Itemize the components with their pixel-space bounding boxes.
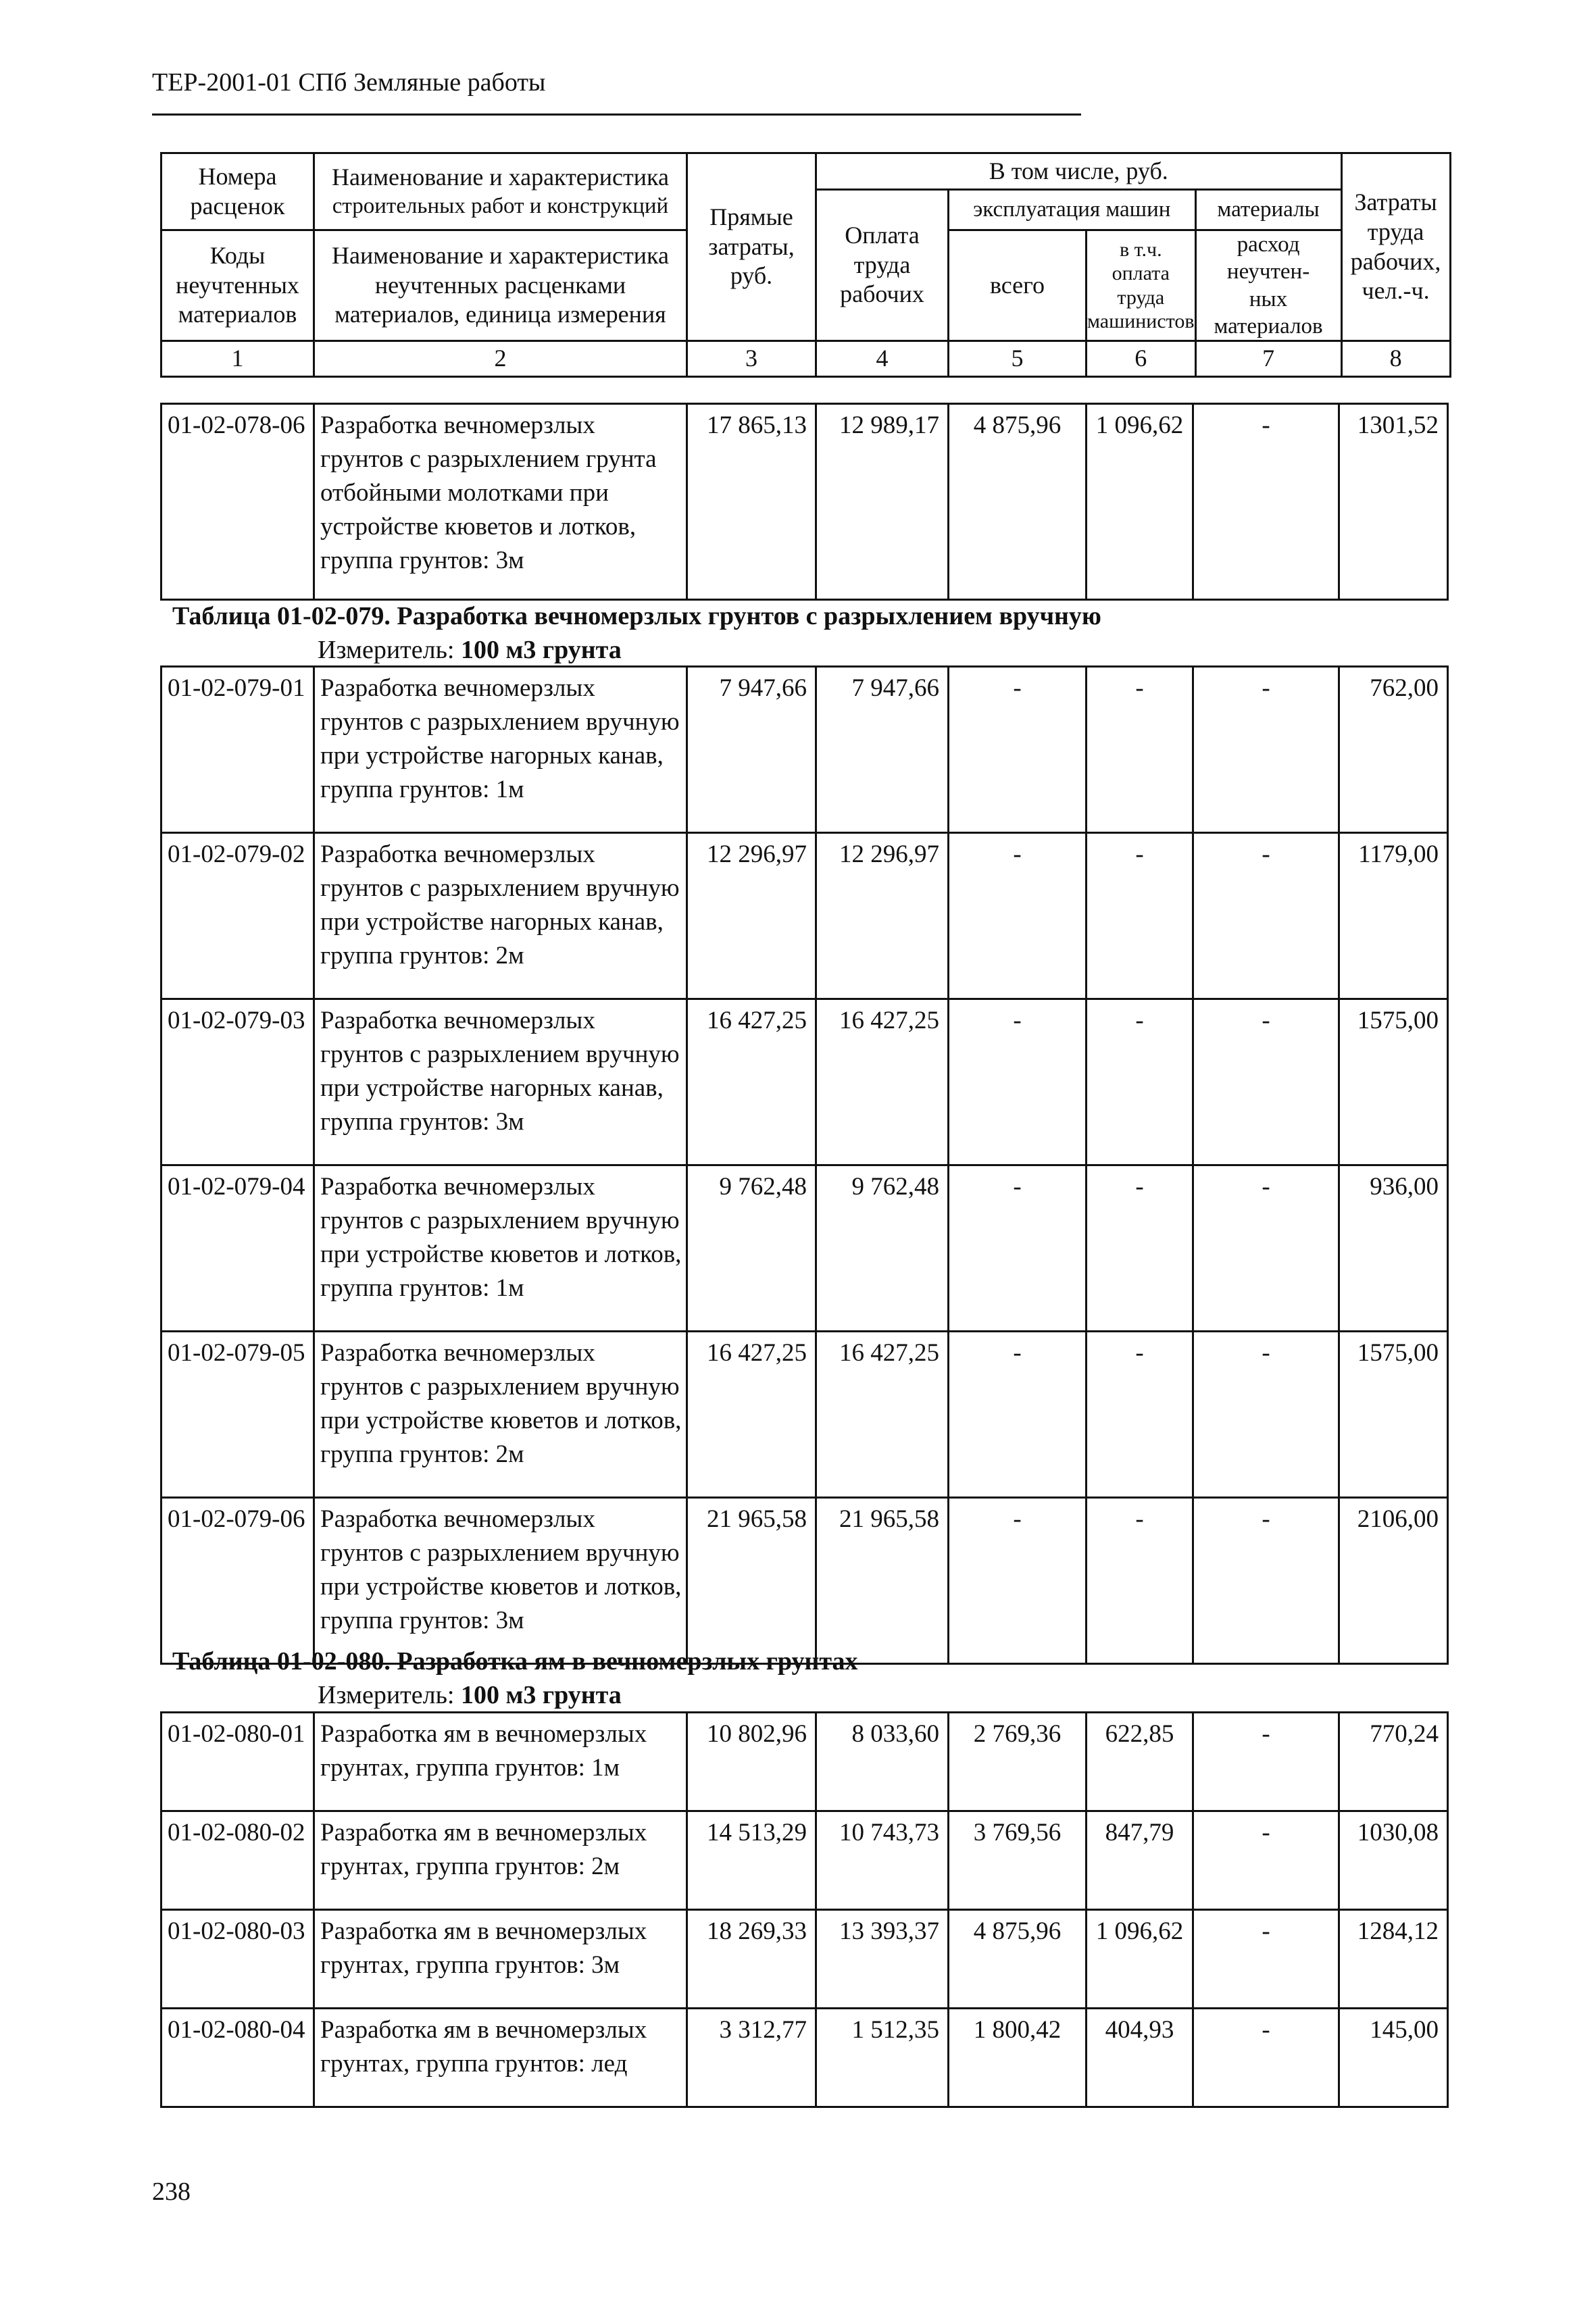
meter-value: 100 м3 грунта bbox=[461, 636, 622, 664]
labor-pay-value: 16 427,25 bbox=[816, 1332, 949, 1498]
column-number: 7 bbox=[1195, 341, 1341, 377]
labor-pay-header bbox=[816, 190, 949, 341]
work-description: Разработка вечномерзлых грунтов с разрыхлением вручную при устройстве кюветов и лотков, группа грунтов: 2м bbox=[314, 1332, 687, 1498]
machines-header: эксплуатация машин bbox=[949, 190, 1196, 230]
column-number: 6 bbox=[1087, 341, 1196, 377]
machine-operators-header bbox=[1087, 230, 1196, 341]
header-line: Оплата bbox=[845, 221, 920, 249]
labor-pay-value: 9 762,48 bbox=[816, 1165, 949, 1332]
page-title: ТЕР-2001-01 СПб Земляные работы bbox=[152, 68, 546, 97]
rate-code: 01-02-079-01 bbox=[161, 667, 314, 833]
direct-costs-value: 3 312,77 bbox=[687, 2009, 816, 2107]
labor-hours-header bbox=[1341, 153, 1450, 341]
column-number: 1 bbox=[161, 341, 314, 377]
work-name-header bbox=[314, 153, 687, 230]
meter-value: 100 м3 грунта bbox=[461, 1681, 622, 1709]
machines-total-value: 3 769,56 bbox=[949, 1811, 1087, 1910]
header-line: расход bbox=[1237, 232, 1300, 257]
labor-pay-value: 21 965,58 bbox=[816, 1498, 949, 1664]
materials-value: - bbox=[1193, 404, 1339, 600]
table-row bbox=[161, 1498, 1448, 1664]
table-079-rows bbox=[160, 665, 1449, 1665]
header-line: чел.-ч. bbox=[1362, 277, 1430, 305]
machines-total-value: - bbox=[949, 1165, 1087, 1332]
operators-pay-value: - bbox=[1087, 1165, 1193, 1332]
header-line: неучтен- bbox=[1226, 259, 1310, 284]
work-description: Разработка вечномерзлых грунтов с разрыхлением вручную при устройстве кюветов и лотков, группа грунтов: 3м bbox=[314, 1498, 687, 1664]
labor-pay-value: 8 033,60 bbox=[816, 1713, 949, 1811]
work-description: Разработка вечномерзлых грунтов с разрыхлением вручную при устройстве кюветов и лотков, группа грунтов: 1м bbox=[314, 1165, 687, 1332]
header-line: Наименование и характеристика bbox=[332, 164, 669, 191]
operators-pay-value: 622,85 bbox=[1087, 1713, 1193, 1811]
table-row bbox=[161, 1713, 1448, 1811]
rate-code: 01-02-079-03 bbox=[161, 999, 314, 1165]
column-number: 4 bbox=[816, 341, 949, 377]
direct-costs-value: 16 427,25 bbox=[687, 999, 816, 1165]
direct-costs-value: 9 762,48 bbox=[687, 1165, 816, 1332]
header-line: руб. bbox=[730, 262, 773, 290]
labor-pay-value: 10 743,73 bbox=[816, 1811, 949, 1910]
header-line: материалов, единица измерения bbox=[334, 301, 666, 328]
header-line: труда bbox=[1117, 286, 1165, 309]
page-number: 238 bbox=[152, 2178, 191, 2206]
rate-code: 01-02-079-05 bbox=[161, 1332, 314, 1498]
materials-value: - bbox=[1193, 1910, 1339, 2009]
column-number: 8 bbox=[1341, 341, 1450, 377]
labor-pay-value: 13 393,37 bbox=[816, 1910, 949, 2009]
labor-hours-value: 770,24 bbox=[1339, 1713, 1448, 1811]
materials-value: - bbox=[1193, 1713, 1339, 1811]
meter-label: Измеритель: bbox=[318, 636, 455, 664]
direct-costs-header bbox=[687, 153, 816, 341]
work-description: Разработка вечномерзлых грунтов с разрыхлением вручную при устройстве нагорных канав, группа грунтов: 1м bbox=[314, 667, 687, 833]
operators-pay-value: 1 096,62 bbox=[1087, 404, 1193, 600]
including-group-header: В том числе, руб. bbox=[816, 153, 1342, 190]
materials-value: - bbox=[1193, 833, 1339, 999]
labor-hours-value: 1575,00 bbox=[1339, 999, 1448, 1165]
rate-code: 01-02-079-02 bbox=[161, 833, 314, 999]
materials-value: - bbox=[1193, 1332, 1339, 1498]
column-header-table bbox=[160, 152, 1451, 378]
direct-costs-value: 18 269,33 bbox=[687, 1910, 816, 2009]
operators-pay-value: 1 096,62 bbox=[1087, 1910, 1193, 2009]
material-name-header bbox=[314, 230, 687, 341]
materials-value: - bbox=[1193, 1811, 1339, 1910]
direct-costs-value: 7 947,66 bbox=[687, 667, 816, 833]
column-number: 3 bbox=[687, 341, 816, 377]
rate-code: 01-02-079-06 bbox=[161, 1498, 314, 1664]
unaccounted-materials-header bbox=[1195, 230, 1341, 341]
work-description: Разработка ям в вечномерзлых грунтах, группа грунтов: лед bbox=[314, 2009, 687, 2107]
header-line: неучтенных расценками bbox=[374, 271, 626, 299]
header-line: расценок bbox=[190, 192, 285, 220]
labor-hours-value: 762,00 bbox=[1339, 667, 1448, 833]
rate-number-header bbox=[161, 153, 314, 230]
work-description: Разработка вечномерзлых грунтов с разрыхлением грунта отбойными молотками при устройстве кюветов и лотков, группа грунтов: 3м bbox=[314, 404, 687, 600]
direct-costs-value: 16 427,25 bbox=[687, 1332, 816, 1498]
table-row bbox=[161, 404, 1448, 600]
direct-costs-value: 12 296,97 bbox=[687, 833, 816, 999]
table-row bbox=[161, 833, 1448, 999]
machines-total-value: - bbox=[949, 667, 1087, 833]
header-line: неучтенных bbox=[176, 271, 299, 299]
material-codes-header bbox=[161, 230, 314, 341]
machines-total-value: - bbox=[949, 999, 1087, 1165]
labor-hours-value: 2106,00 bbox=[1339, 1498, 1448, 1664]
header-line: труда bbox=[853, 251, 911, 278]
materials-value: - bbox=[1193, 1165, 1339, 1332]
materials-value: - bbox=[1193, 999, 1339, 1165]
rate-code: 01-02-080-01 bbox=[161, 1713, 314, 1811]
header-line: Наименование и характеристика bbox=[332, 241, 669, 269]
table-080-rows bbox=[160, 1711, 1449, 2108]
table-row bbox=[161, 2009, 1448, 2107]
table-080-meter bbox=[318, 1680, 622, 1710]
labor-hours-value: 1284,12 bbox=[1339, 1910, 1448, 2009]
machines-total-value: - bbox=[949, 833, 1087, 999]
direct-costs-value: 17 865,13 bbox=[687, 404, 816, 600]
machines-total-value: 2 769,36 bbox=[949, 1713, 1087, 1811]
work-description: Разработка ям в вечномерзлых грунтах, группа грунтов: 2м bbox=[314, 1811, 687, 1910]
machines-total-value: - bbox=[949, 1498, 1087, 1664]
direct-costs-value: 10 802,96 bbox=[687, 1713, 816, 1811]
column-number: 5 bbox=[949, 341, 1087, 377]
header-line: Прямые bbox=[709, 203, 793, 230]
title-underline bbox=[152, 114, 1081, 116]
materials-header: материалы bbox=[1195, 190, 1341, 230]
labor-hours-value: 1179,00 bbox=[1339, 833, 1448, 999]
machines-total-value: 1 800,42 bbox=[949, 2009, 1087, 2107]
operators-pay-value: - bbox=[1087, 833, 1193, 999]
direct-costs-value: 14 513,29 bbox=[687, 1811, 816, 1910]
materials-value: - bbox=[1193, 2009, 1339, 2107]
materials-value: - bbox=[1193, 667, 1339, 833]
machines-total-value: 4 875,96 bbox=[949, 1910, 1087, 2009]
work-description: Разработка ям в вечномерзлых грунтах, группа грунтов: 1м bbox=[314, 1713, 687, 1811]
table-row bbox=[161, 1165, 1448, 1332]
work-description: Разработка ям в вечномерзлых грунтах, группа грунтов: 3м bbox=[314, 1910, 687, 2009]
header-line: машинистов bbox=[1087, 309, 1195, 332]
machines-total-header: всего bbox=[949, 230, 1087, 341]
table-row bbox=[161, 999, 1448, 1165]
header-line: Затраты bbox=[1354, 188, 1437, 216]
labor-pay-value: 16 427,25 bbox=[816, 999, 949, 1165]
rate-code: 01-02-080-04 bbox=[161, 2009, 314, 2107]
operators-pay-value: - bbox=[1087, 667, 1193, 833]
labor-hours-value: 1301,52 bbox=[1339, 404, 1448, 600]
labor-hours-value: 936,00 bbox=[1339, 1165, 1448, 1332]
header-line: Коды bbox=[209, 241, 266, 269]
header-line: труда bbox=[1367, 218, 1424, 245]
rate-code: 01-02-078-06 bbox=[161, 404, 314, 600]
header-line: материалов bbox=[1214, 313, 1323, 338]
operators-pay-value: - bbox=[1087, 999, 1193, 1165]
header-line: Номера bbox=[198, 162, 277, 190]
labor-hours-value: 1575,00 bbox=[1339, 1332, 1448, 1498]
labor-pay-value: 12 989,17 bbox=[816, 404, 949, 600]
operators-pay-value: - bbox=[1087, 1332, 1193, 1498]
table-079-title: Таблица 01-02-079. Разработка вечномерзлых грунтов с разрыхлением вручную bbox=[172, 602, 1101, 630]
rate-code: 01-02-079-04 bbox=[161, 1165, 314, 1332]
labor-pay-value: 7 947,66 bbox=[816, 667, 949, 833]
rate-code: 01-02-080-03 bbox=[161, 1910, 314, 2009]
labor-pay-value: 12 296,97 bbox=[816, 833, 949, 999]
table-row bbox=[161, 1332, 1448, 1498]
table-row bbox=[161, 1910, 1448, 2009]
labor-pay-value: 1 512,35 bbox=[816, 2009, 949, 2107]
header-line: материалов bbox=[178, 301, 297, 328]
operators-pay-value: 404,93 bbox=[1087, 2009, 1193, 2107]
header-line: оплата bbox=[1112, 262, 1170, 285]
header-line: рабочих, bbox=[1350, 247, 1441, 275]
table-080-title: Таблица 01-02-080. Разработка ям в вечномерзлых грунтах bbox=[172, 1647, 858, 1676]
header-line: рабочих bbox=[840, 280, 924, 308]
labor-hours-value: 145,00 bbox=[1339, 2009, 1448, 2107]
table-079-meter bbox=[318, 635, 622, 665]
header-line: ных bbox=[1249, 286, 1288, 311]
work-description: Разработка вечномерзлых грунтов с разрыхлением вручную при устройстве нагорных канав, группа грунтов: 3м bbox=[314, 999, 687, 1165]
header-line: строительных работ и конструкций bbox=[332, 194, 669, 219]
operators-pay-value: - bbox=[1087, 1498, 1193, 1664]
operators-pay-value: 847,79 bbox=[1087, 1811, 1193, 1910]
table-row bbox=[161, 1811, 1448, 1910]
table-row bbox=[161, 667, 1448, 833]
column-number: 2 bbox=[314, 341, 687, 377]
machines-total-value: - bbox=[949, 1332, 1087, 1498]
rate-code: 01-02-080-02 bbox=[161, 1811, 314, 1910]
labor-hours-value: 1030,08 bbox=[1339, 1811, 1448, 1910]
header-line: затраты, bbox=[708, 232, 795, 260]
direct-costs-value: 21 965,58 bbox=[687, 1498, 816, 1664]
meter-label: Измеритель: bbox=[318, 1681, 455, 1709]
work-description: Разработка вечномерзлых грунтов с разрыхлением вручную при устройстве нагорных канав, группа грунтов: 2м bbox=[314, 833, 687, 999]
machines-total-value: 4 875,96 bbox=[949, 404, 1087, 600]
header-line: в т.ч. bbox=[1119, 238, 1162, 261]
materials-value: - bbox=[1193, 1498, 1339, 1664]
table-078-rows bbox=[160, 403, 1449, 601]
